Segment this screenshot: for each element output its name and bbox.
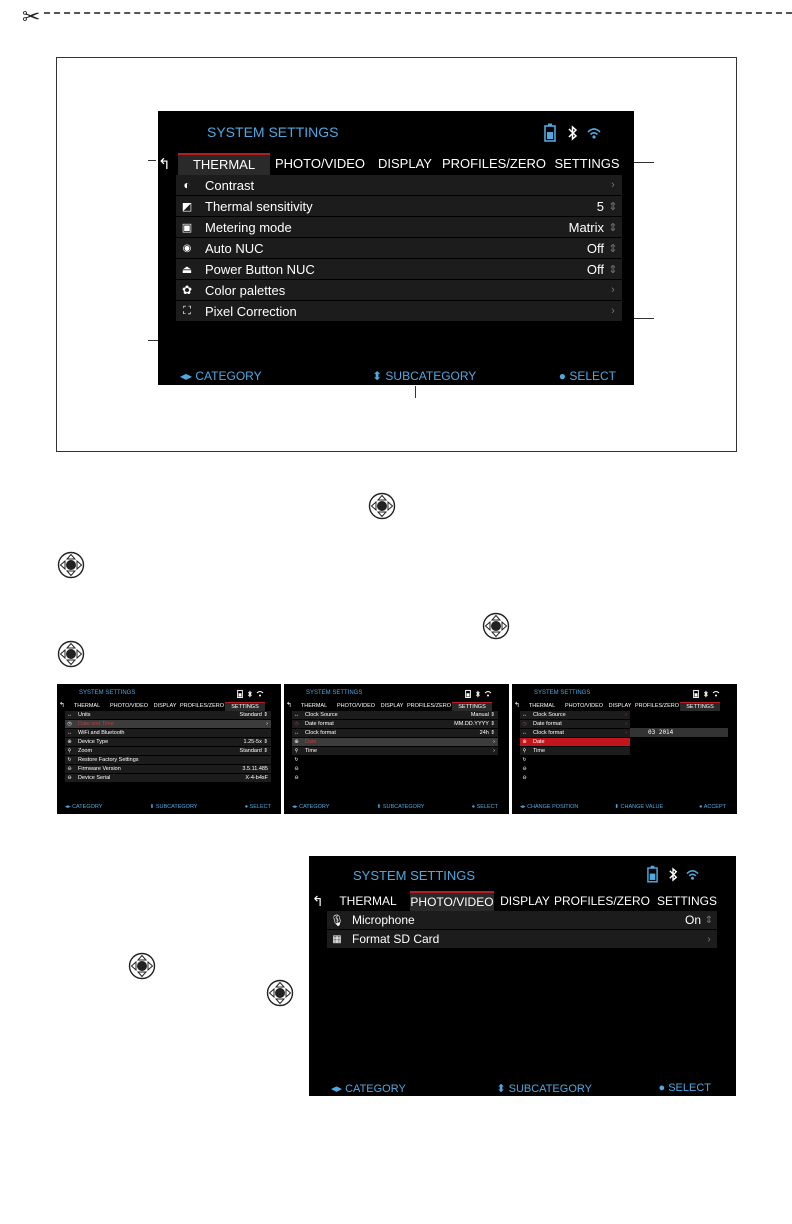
thermal-sensitivity-icon: ◩ [181, 200, 193, 213]
row-value: Manual ⇕ [470, 712, 495, 718]
screen-title: SYSTEM SETTINGS [306, 690, 363, 696]
list-item[interactable]: ◷ Date format MM.DD.YYYY ⇕ [292, 720, 498, 729]
tab-photo-video[interactable]: PHOTO/VIDEO [336, 703, 376, 709]
nav-button-icon [368, 492, 396, 520]
callout-line-back [148, 160, 156, 161]
row-label: Date and Time [78, 721, 114, 727]
tab-settings[interactable]: SETTINGS [452, 702, 492, 711]
up-down-arrows-icon: ⇕ [608, 221, 618, 234]
row-label: Pixel Correction [205, 303, 297, 319]
category-tabs [178, 153, 622, 175]
screen-title: SYSTEM SETTINGS [79, 690, 136, 696]
wifi-icon [712, 690, 720, 697]
category-tabs [522, 702, 720, 711]
wifi-icon [256, 690, 264, 697]
settings-list [176, 175, 622, 322]
row-value: 1.25-5x ⇕ [243, 739, 268, 745]
tab-thermal[interactable]: THERMAL [339, 894, 397, 908]
screen-footer [180, 369, 616, 383]
status-icons [237, 689, 264, 698]
list-item-pixel-correction[interactable] [176, 301, 622, 322]
row-label: Firmware Version [78, 766, 121, 772]
category-tabs [294, 702, 492, 711]
tab-display[interactable]: DISPLAY [380, 703, 404, 709]
footer-category: ◂▸ CATEGORY [331, 1083, 406, 1095]
list-item-microphone[interactable] [327, 911, 717, 930]
row-label: Format SD Card [352, 932, 440, 946]
list-item-color-palettes[interactable] [176, 280, 622, 301]
tab-photo-video[interactable]: PHOTO/VIDEO [109, 703, 149, 709]
screen-footer: ◂▸ CATEGORY ⬍ SUBCATEGORY ● SELECT [292, 804, 498, 810]
power-nuc-icon: ⏏ [181, 263, 193, 276]
row-value: 24h ⇕ [479, 730, 495, 736]
row-label: Date format [533, 721, 562, 727]
chevron-right-icon: › [611, 179, 615, 191]
row-label: Time [305, 748, 318, 754]
row-label: Clock Source [305, 712, 338, 718]
row-value: Off [586, 240, 604, 256]
bluetooth-icon [475, 690, 481, 698]
footer-mid: CHANGE VALUE [620, 804, 664, 810]
chevron-right-icon: › [707, 933, 711, 945]
row-label: Date [533, 739, 545, 745]
list-item-selected[interactable]: ◷ Date and Time › [65, 720, 271, 729]
list-item[interactable]: ⚲ Time [520, 747, 630, 756]
battery-icon [544, 123, 556, 142]
metering-icon: ▣ [181, 221, 193, 234]
settings-list [327, 911, 717, 949]
tab-profiles-zero[interactable]: PROFILES/ZERO [442, 156, 547, 171]
footer-subcategory: ⬍ SUBCATEGORY [372, 369, 477, 383]
chevron-right-icon: › [611, 284, 615, 296]
nav-button-icon [266, 979, 294, 1007]
category-tabs [332, 891, 718, 911]
row-label: Date [305, 739, 317, 745]
back-arrow-icon[interactable]: ↰ [514, 702, 520, 709]
chevron-right-icon: › [611, 305, 615, 317]
pixel-correction-icon: ⛶ [183, 304, 191, 317]
nav-button-icon [57, 640, 85, 668]
cut-line [44, 12, 792, 14]
list-item: ⊖ [292, 774, 498, 783]
device-screen-thermal [158, 111, 634, 385]
row-label: Contrast [205, 177, 255, 193]
row-value: › [625, 730, 627, 736]
footer-category-label: CATEGORY [345, 1083, 406, 1095]
tab-settings[interactable]: SETTINGS [656, 894, 717, 908]
palette-icon: ✿ [181, 283, 193, 297]
list-item-format-sd-card[interactable] [327, 930, 717, 949]
row-label: Microphone [352, 913, 415, 927]
sd-card-icon: ▦ [332, 933, 342, 945]
row-value: › [493, 739, 495, 745]
row-label: Restore Factory Settings [78, 757, 139, 763]
footer-select: ● SELECT [658, 1082, 711, 1094]
wifi-icon [586, 126, 602, 140]
row-label: Color palettes [205, 282, 286, 298]
row-label: Power Button NUC [205, 261, 315, 277]
battery-icon [647, 865, 658, 883]
footer-select: ● SELECT [558, 369, 616, 383]
bluetooth-icon [667, 867, 680, 882]
footer-category-label: CATEGORY [195, 369, 262, 383]
list-item[interactable]: ↻ Restore Factory Settings [65, 756, 271, 765]
row-label: Auto NUC [205, 240, 264, 256]
settings-list [520, 711, 630, 783]
footer-left: CATEGORY [299, 804, 330, 810]
footer-mid: SUBCATEGORY [382, 804, 425, 810]
list-item[interactable]: ⊕ Device Type 1.25-5x ⇕ [65, 738, 271, 747]
screen-title: SYSTEM SETTINGS [534, 690, 591, 696]
list-item[interactable]: ⊖ Firmware Version 3.5.11.485 [65, 765, 271, 774]
row-value: › [266, 721, 268, 727]
battery-icon [693, 689, 699, 698]
row-value: 3.5.11.485 [242, 766, 268, 772]
footer-subcategory-label: SUBCATEGORY [385, 369, 477, 383]
list-item: ↻ [520, 756, 630, 765]
row-label: Date format [305, 721, 334, 727]
list-item-thermal-sensitivity[interactable] [176, 196, 622, 217]
status-icons [693, 689, 720, 698]
list-item[interactable]: ↔ Clock Source › [520, 711, 630, 720]
up-down-arrows-icon: ⇕ [608, 200, 618, 213]
tab-profiles-zero[interactable]: PROFILES/ZERO [634, 703, 679, 709]
mini-screen-date-edit [512, 684, 737, 814]
nav-button-icon [128, 952, 156, 980]
list-item: ⊖ [520, 765, 630, 774]
footer-select-label: SELECT [668, 1082, 711, 1094]
tab-photo-video[interactable]: PHOTO/VIDEO [564, 703, 604, 709]
tab-profiles-zero[interactable]: PROFILES/ZERO [554, 894, 651, 908]
footer-mid: SUBCATEGORY [155, 804, 198, 810]
row-value: X-4-b4sF [245, 775, 268, 781]
bluetooth-icon [247, 690, 253, 698]
row-label: Zoom [78, 748, 93, 754]
footer-right: ACCEPT [703, 804, 726, 810]
list-item[interactable]: ↔ Clock Source Manual ⇕ [292, 711, 498, 720]
tab-settings[interactable]: SETTINGS [225, 702, 265, 711]
up-down-arrows-icon: ⇕ [704, 914, 714, 926]
wifi-icon [484, 690, 492, 697]
callout-line-footer [415, 386, 416, 398]
row-value: 5 [596, 198, 604, 214]
list-item: ⊖ [520, 774, 630, 783]
row-value: Off [586, 261, 604, 277]
list-item[interactable]: ⚲ Zoom Standard ⇕ [65, 747, 271, 756]
row-value: MM.DD.YYYY ⇕ [454, 721, 495, 727]
up-down-arrows-icon: ⇕ [608, 263, 618, 276]
screen-footer: ◂▸ CATEGORY ⬍ SUBCATEGORY ● SELECT [65, 804, 271, 810]
settings-list [65, 711, 271, 783]
tab-photo-video[interactable]: PHOTO/VIDEO [274, 156, 366, 171]
status-icons [465, 689, 492, 698]
row-value: Standard ⇕ [239, 748, 268, 754]
bluetooth-icon [703, 690, 709, 698]
tab-thermal[interactable]: THERMAL [528, 703, 556, 709]
list-item: ⊖ [292, 765, 498, 774]
row-value: On [684, 913, 701, 927]
back-arrow-icon[interactable]: ↰ [158, 156, 171, 173]
footer-category: ◂▸ CATEGORY [180, 369, 262, 383]
list-item-contrast[interactable] [176, 175, 622, 196]
footer-right: SELECT [476, 804, 498, 810]
list-item-metering-mode[interactable] [176, 217, 622, 238]
settings-list [292, 711, 498, 783]
screen-footer: ◂▸ CHANGE POSITION ⬍ CHANGE VALUE ● ACCEPT [520, 804, 726, 810]
category-tabs [67, 702, 265, 711]
battery-icon [237, 689, 243, 698]
row-value: › [493, 748, 495, 754]
footer-subcategory: ⬍ SUBCATEGORY [496, 1083, 592, 1095]
wifi-icon [685, 868, 700, 881]
tab-thermal[interactable]: THERMAL [300, 703, 328, 709]
row-label: Thermal sensitivity [205, 198, 313, 214]
row-value: Standard ⇕ [239, 712, 268, 718]
row-label: Device Type [78, 739, 109, 745]
status-icons [647, 865, 700, 883]
footer-left: CATEGORY [72, 804, 103, 810]
tab-photo-video[interactable]: PHOTO/VIDEO [410, 891, 494, 911]
device-screen-photo-video [309, 856, 736, 1096]
tab-display[interactable]: DISPLAY [500, 894, 550, 908]
row-value: Matrix [568, 219, 604, 235]
eye-icon: ◉ [182, 242, 192, 254]
tab-settings[interactable]: SETTINGS [680, 702, 720, 711]
list-item[interactable]: ⊖ Device Serial X-4-b4sF [65, 774, 271, 783]
list-item[interactable]: ⚲ Time › [292, 747, 498, 756]
row-label: Device Serial [78, 775, 111, 781]
back-arrow-icon[interactable]: ↰ [59, 702, 65, 709]
date-value-editor[interactable]: 03 2014 [630, 728, 728, 737]
list-item-auto-nuc[interactable] [176, 238, 622, 259]
row-label: Time [533, 748, 546, 754]
footer-select-label: SELECT [569, 369, 616, 383]
tab-thermal[interactable]: THERMAL [178, 153, 270, 175]
row-label: Units [78, 712, 91, 718]
mini-screen-date-time [284, 684, 509, 814]
scissors-icon: ✂ [22, 4, 41, 29]
row-label: Metering mode [205, 219, 292, 235]
list-item[interactable]: ◷ Date format › [520, 720, 630, 729]
nav-button-icon [57, 551, 85, 579]
back-arrow-icon[interactable]: ↰ [286, 702, 292, 709]
tab-thermal[interactable]: THERMAL [73, 703, 101, 709]
row-label: WiFi and Bluetooth [78, 730, 125, 736]
row-label: Clock format [533, 730, 564, 736]
screen-footer [331, 1082, 711, 1095]
nav-button-icon [482, 612, 510, 640]
tab-display[interactable]: DISPLAY [608, 703, 632, 709]
tab-profiles-zero[interactable]: PROFILES/ZERO [406, 703, 451, 709]
bluetooth-icon [566, 125, 580, 141]
list-item[interactable]: ↔ Clock format › [520, 729, 630, 738]
list-item-selected[interactable]: ⊕ Date › [292, 738, 498, 747]
screen-title: SYSTEM SETTINGS [353, 868, 476, 883]
footer-subcategory-label: SUBCATEGORY [508, 1083, 592, 1095]
list-item[interactable]: ↔ WiFi and Bluetooth [65, 729, 271, 738]
battery-icon [465, 689, 471, 698]
list-item-selected[interactable]: ⊕ Date [520, 738, 630, 747]
screen-title: SYSTEM SETTINGS [207, 124, 339, 140]
list-item-power-button-nuc[interactable] [176, 259, 622, 280]
row-value: › [625, 721, 627, 727]
row-label: Clock format [305, 730, 336, 736]
microphone-icon: 🎙 [330, 914, 344, 927]
contrast-icon: ◐ [183, 178, 191, 192]
footer-right: SELECT [249, 804, 271, 810]
list-item[interactable]: ↔ Clock format 24h ⇕ [292, 729, 498, 738]
list-item[interactable]: ↔ Units Standard ⇕ [65, 711, 271, 720]
tab-display[interactable]: DISPLAY [378, 156, 432, 171]
tab-profiles-zero[interactable]: PROFILES/ZERO [179, 703, 224, 709]
list-item: ↻ [292, 756, 498, 765]
footer-left: CHANGE POSITION [527, 804, 579, 810]
row-value: › [625, 712, 627, 718]
back-arrow-icon[interactable]: ↰ [312, 893, 324, 909]
mini-screen-settings [57, 684, 281, 814]
up-down-arrows-icon: ⇕ [608, 242, 618, 255]
row-label: Clock Source [533, 712, 566, 718]
tab-display[interactable]: DISPLAY [153, 703, 177, 709]
tab-settings[interactable]: SETTINGS [554, 156, 620, 171]
status-icons [544, 123, 602, 142]
